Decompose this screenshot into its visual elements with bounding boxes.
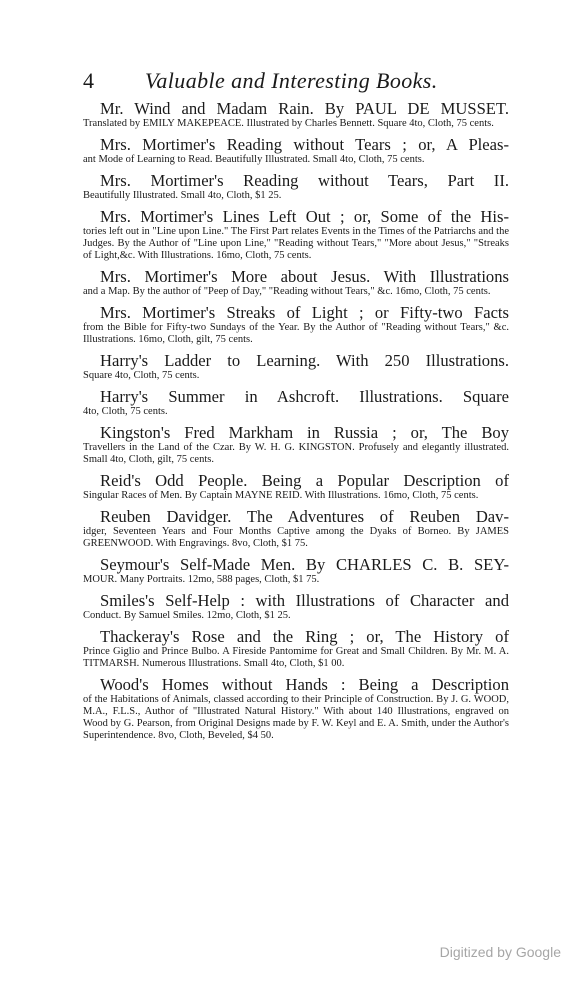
- book-entry: [83, 592, 509, 622]
- book-title-line: Mrs. Mortimer's Lines Left Out ; or, Some of the His-: [100, 207, 509, 226]
- book-title-line: Harry's Summer in Ashcroft. Illustrations. Square: [100, 387, 509, 406]
- book-entry: [83, 556, 509, 586]
- book-description: Beautifully Illustrated. Small 4to, Cloth, $1 25.: [83, 190, 282, 201]
- book-entry: [83, 424, 509, 466]
- book-title-line: Smiles's Self-Help : with Illustrations of Character and: [100, 591, 509, 610]
- book-description: Conduct. By Samuel Smiles. 12mo, Cloth, $1 25.: [83, 610, 291, 621]
- book-description: 4to, Cloth, 75 cents.: [83, 406, 168, 417]
- book-title-line: Thackeray's Rose and the Ring ; or, The History of: [100, 627, 509, 646]
- book-description: and a Map. By the author of "Peep of Day," "Reading without Tears," &c. 16mo, Cloth, 75 cents.: [83, 286, 491, 297]
- book-description: Travellers in the Land of the Czar. By W. H. G. KINGSTON. Profusely and elegantly illustrated. Small 4to, Cloth, gilt, 75 cents.: [83, 442, 509, 465]
- book-description: Translated by EMILY MAKEPEACE. Illustrated by Charles Bennett. Square 4to, Cloth, 75 cents.: [83, 118, 494, 129]
- book-entry: [83, 208, 509, 262]
- book-entry: [83, 136, 509, 166]
- book-entry: [83, 628, 509, 670]
- book-title-line: Kingston's Fred Markham in Russia ; or, The Boy: [100, 423, 509, 442]
- book-title-line: Mrs. Mortimer's Reading without Tears, Part II.: [100, 171, 509, 190]
- book-entry: [83, 676, 509, 742]
- book-description: from the Bible for Fifty-two Sundays of the Year. By the Author of "Reading without Tears," &c. Illustrations. 16mo, Cloth, gilt, 75 cents.: [83, 322, 509, 345]
- book-description: idger, Seventeen Years and Four Months Captive among the Dyaks of Borneo. By JAMES GREENWOOD. With Engravings. 8vo, Cloth, $1 75.: [83, 526, 509, 549]
- book-entry: [83, 100, 509, 130]
- book-entry: [83, 172, 509, 202]
- book-list-page: [83, 68, 509, 748]
- book-title-line: Wood's Homes without Hands : Being a Description: [100, 675, 509, 694]
- book-title-line: Mr. Wind and Madam Rain. By PAUL DE MUSSET.: [100, 99, 509, 118]
- page-title: Valuable and Interesting Books.: [145, 68, 438, 93]
- page-number: 4: [83, 68, 94, 93]
- book-title-line: Harry's Ladder to Learning. With 250 Illustrations.: [100, 351, 509, 370]
- book-entry: [83, 472, 509, 502]
- book-description: Prince Giglio and Prince Bulbo. A Fireside Pantomime for Great and Small Children. By Mr. M. A. TITMARSH. Numerous Illustrations. Small 4to, Cloth, $1 00.: [83, 646, 509, 669]
- book-entry: [83, 352, 509, 382]
- book-description: tories left out in "Line upon Line." The First Part relates Events in the Times of the Patriarchs and the Judges. By the Author of "Line upon Line," "Reading without Tears," "More about Jesus," "Streaks of Light,&c. With Illustrations. 16mo, Cloth, 75 cents.: [83, 226, 509, 261]
- book-entry: [83, 508, 509, 550]
- digitized-watermark: Digitized by Google: [439, 944, 561, 960]
- book-title-line: Mrs. Mortimer's Reading without Tears ; or, A Pleas-: [100, 135, 509, 154]
- book-description: ant Mode of Learning to Read. Beautifully Illustrated. Small 4to, Cloth, 75 cents.: [83, 154, 425, 165]
- book-description: MOUR. Many Portraits. 12mo, 588 pages, Cloth, $1 75.: [83, 574, 320, 585]
- book-title-line: Mrs. Mortimer's Streaks of Light ; or Fifty-two Facts: [100, 303, 509, 322]
- book-title-line: Reuben Davidger. The Adventures of Reuben Dav-: [100, 507, 509, 526]
- book-title-line: Reid's Odd People. Being a Popular Description of: [100, 471, 509, 490]
- book-entry: [83, 304, 509, 346]
- book-description: of the Habitations of Animals, classed according to their Principle of Construction. By J. G. WOOD, M.A., F.L.S., Author of "Illustrated Natural History." With about 140 Illustrations, engraved on Wood by G. Pearson, from Original Designs made by F. W. Keyl and E. A. Smith, under the Author's Superintendence. 8vo, Cloth, Beveled, $4 50.: [83, 694, 509, 741]
- book-description: Square 4to, Cloth, 75 cents.: [83, 370, 200, 381]
- book-title-line: Seymour's Self-Made Men. By CHARLES C. B. SEY-: [100, 555, 509, 574]
- book-title-line: Mrs. Mortimer's More about Jesus. With Illustrations: [100, 267, 509, 286]
- book-description: Singular Races of Men. By Captain MAYNE REID. With Illustrations. 16mo, Cloth, 75 cents.: [83, 490, 479, 501]
- page-header: [83, 68, 509, 94]
- book-entry: [83, 388, 509, 418]
- book-entry: [83, 268, 509, 298]
